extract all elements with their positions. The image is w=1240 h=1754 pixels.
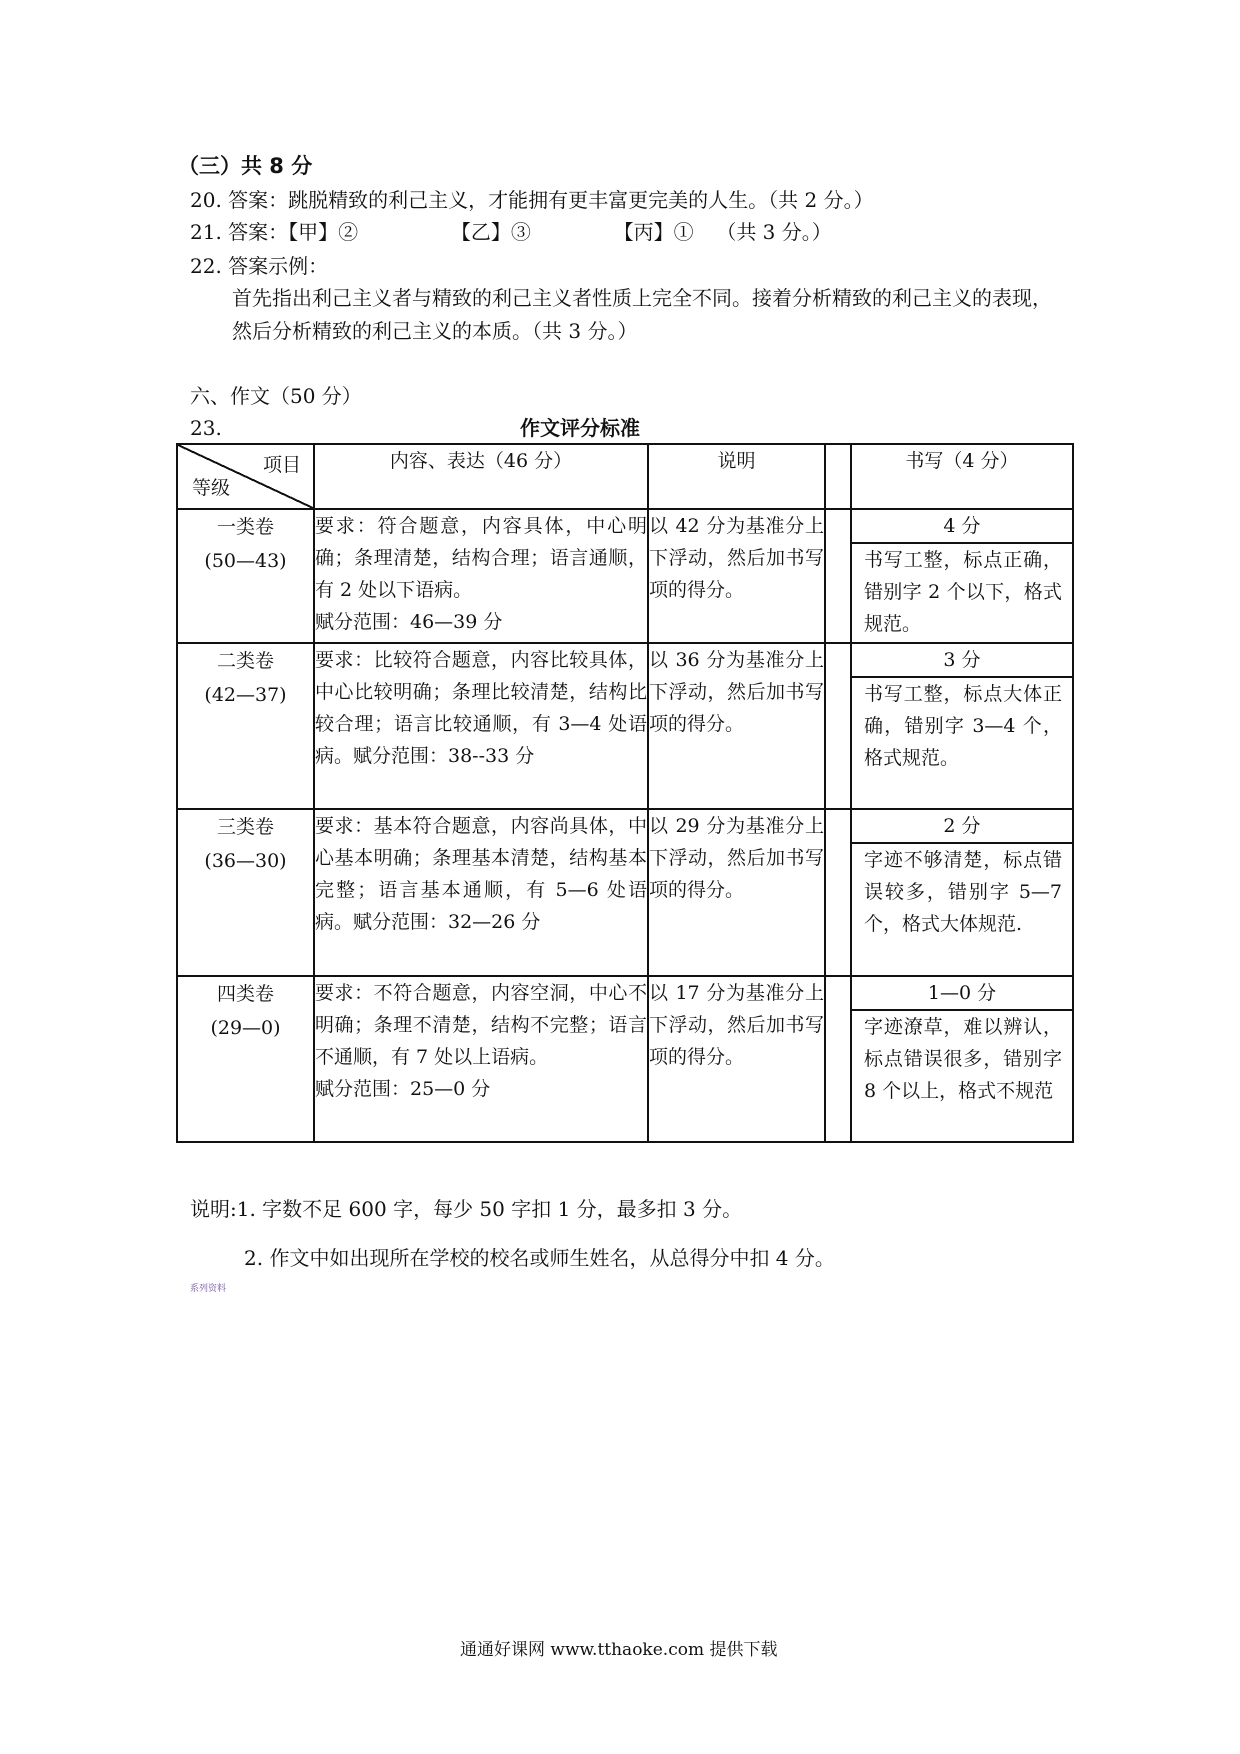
content-text: 要求：基本符合题意，内容尚具体，中心基本明确；条理基本清楚，结构基本完整；语言基本通顺，有 5—6 处语病。赋分范围：32—26 分 <box>315 815 647 934</box>
header-writing: 书写（4 分） <box>851 444 1073 509</box>
writing-score: 3 分 <box>852 644 1072 678</box>
corner-project-label: 项目 <box>262 454 301 476</box>
writing-desc: 书写工整，标点正确，错别字 2 个以下，格式规范。 <box>864 548 1062 635</box>
writing-desc: 书写工整，标点大体正确，错别字 3—4 个，格式规范。 <box>864 682 1062 769</box>
header-gap <box>825 444 851 509</box>
content-text: 要求：符合题意，内容具体，中心明确；条理清楚，结构合理；语言通顺，有 2 处以下语病。 <box>315 514 647 601</box>
table-row <box>177 643 1073 809</box>
content-text: 要求：不符合题意，内容空洞，中心不明确；条理不清楚，结构不完整；语言不通顺，有 7 处以上语病。 <box>315 981 647 1068</box>
writing-cell <box>851 643 1073 809</box>
grade-name: 三类卷 <box>216 816 274 839</box>
gap-cell <box>825 643 851 809</box>
writing-score: 2 分 <box>852 810 1072 844</box>
answer-21-d: （共 3 分。） <box>716 220 832 244</box>
content-score: 赋分范围：25—0 分 <box>315 1077 491 1100</box>
content-text: 要求：比较符合题意，内容比较具体，中心比较明确；条理比较清楚，结构比较合理；语言比较通顺，有 3—4 处语病。赋分范围：38--33 分 <box>315 648 647 767</box>
writing-cell <box>851 509 1073 643</box>
explain-cell: 以 29 分为基准分上下浮动，然后加书写项的得分。 <box>648 809 825 975</box>
gap-cell <box>825 976 851 1142</box>
table-header-row <box>177 444 1073 509</box>
corner-grade-label: 等级 <box>192 476 231 499</box>
grade-name: 四类卷 <box>216 982 274 1005</box>
note-2: 2. 作文中如出现所在学校的校名或师生姓名，从总得分中扣 4 分。 <box>244 1246 835 1270</box>
header-explain: 说明 <box>648 444 825 509</box>
gap-cell <box>825 809 851 975</box>
writing-score: 4 分 <box>852 510 1072 544</box>
grade-cell <box>177 809 314 975</box>
explain-cell: 以 42 分为基准分上下浮动，然后加书写项的得分。 <box>648 509 825 643</box>
table-row <box>177 809 1073 975</box>
grade-cell <box>177 643 314 809</box>
footer-text: 通通好课网 www.tthaoke.com 提供下载 <box>460 1640 778 1660</box>
content-score: 赋分范围：46—39 分 <box>315 610 503 633</box>
answer-21 <box>190 216 832 248</box>
table-row <box>177 976 1073 1142</box>
grade-range: (36—30) <box>204 850 287 873</box>
writing-score: 1—0 分 <box>852 977 1072 1011</box>
section-6-heading: 六、作文（50 分） <box>190 384 362 408</box>
writing-cell <box>851 976 1073 1142</box>
content-cell <box>314 976 648 1142</box>
table-row <box>177 509 1073 643</box>
header-content: 内容、表达（46 分） <box>314 444 648 509</box>
grade-cell <box>177 509 314 643</box>
watermark-text: 系列资料 <box>190 1284 227 1294</box>
table-title: 作文评分标准 <box>520 416 640 440</box>
writing-desc: 字迹不够清楚，标点错误较多，错别字 5—7 个，格式大体规范. <box>864 849 1062 936</box>
grade-range: (29—0) <box>210 1016 281 1039</box>
scoring-table <box>176 443 1074 1143</box>
section-3-heading: （三）共 8 分 <box>178 154 313 178</box>
explain-cell: 以 17 分为基准分上下浮动，然后加书写项的得分。 <box>648 976 825 1142</box>
explain-cell: 以 36 分为基准分上下浮动，然后加书写项的得分。 <box>648 643 825 809</box>
answer-22-body: 首先指出利己主义者与精致的利己主义者性质上完全不同。接着分析精致的利己主义的表现，然后分析精致的利己主义的本质。（共 3 分。） <box>232 286 1052 343</box>
grade-range: (42—37) <box>204 683 287 706</box>
writing-desc: 字迹潦草，难以辨认，标点错误很多，错别字 8 个以上，格式不规范 <box>864 1015 1062 1102</box>
answer-22-label: 22. 答案示例： <box>190 254 329 278</box>
grade-name: 二类卷 <box>216 649 274 672</box>
grade-cell <box>177 976 314 1142</box>
answer-21-b: 【乙】③ <box>450 220 531 244</box>
writing-cell <box>851 809 1073 975</box>
gap-cell <box>825 509 851 643</box>
content-cell <box>314 809 648 975</box>
answer-21-c: 【丙】① <box>613 220 694 244</box>
answer-21-a: 21. 答案：【甲】② <box>190 220 359 244</box>
answer-20: 20. 答案：跳脱精致的利己主义，才能拥有更丰富更完美的人生。（共 2 分。） <box>190 188 874 212</box>
content-cell <box>314 509 648 643</box>
grade-name: 一类卷 <box>216 515 274 538</box>
question-23-number: 23. <box>190 416 222 440</box>
grade-range: (50—43) <box>204 549 287 572</box>
note-1: 说明:1. 字数不足 600 字，每少 50 字扣 1 分，最多扣 3 分。 <box>190 1197 743 1221</box>
corner-cell <box>177 444 314 509</box>
content-cell <box>314 643 648 809</box>
